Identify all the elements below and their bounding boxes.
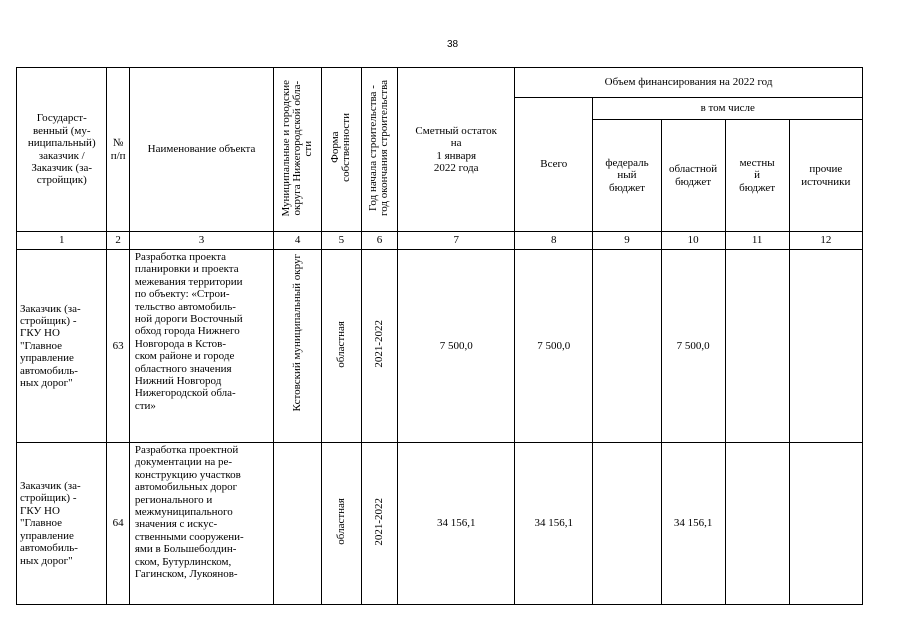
row-municipal: Кстовский муниципальный округ [274, 250, 322, 443]
row-object-name: Разработка проектной документации на ре- конструкцию участков автомобильных дорог регионального и межмуниципального значения с искус- ственными сооружени- ями в Большеболдин- ском, Бутурлинском, Гагинском, Лукоянов- [129, 443, 273, 605]
column-number: 2 [107, 232, 129, 250]
column-number: 11 [725, 232, 789, 250]
column-number: 9 [593, 232, 661, 250]
column-number: 3 [129, 232, 273, 250]
row-total: 34 156,1 [515, 443, 593, 605]
row-federal [593, 250, 661, 443]
row-total: 7 500,0 [515, 250, 593, 443]
row-municipal [274, 443, 322, 605]
row-regional: 34 156,1 [661, 443, 725, 605]
row-ownership: областная [322, 250, 362, 443]
row-num: 64 [107, 443, 129, 605]
row-customer: Заказчик (за- стройщик) - ГКУ НО "Главное управление автомобиль- ных дорог" [17, 250, 107, 443]
header-num: № п/п [107, 68, 129, 232]
header-total: Всего [515, 98, 593, 232]
header-other: прочие источники [789, 120, 862, 232]
column-number: 5 [322, 232, 362, 250]
header-customer: Государст- венный (му- ниципальный) заказчик / Заказчик (за- стройщик) [17, 68, 107, 232]
header-ownership: Форма собственности [322, 68, 362, 232]
row-years: 2021-2022 [361, 250, 398, 443]
header-object-name: Наименование объекта [129, 68, 273, 232]
column-number: 12 [789, 232, 862, 250]
row-federal [593, 443, 661, 605]
row-num: 63 [107, 250, 129, 443]
header-years: Год начала строительства - год окончания строительства [361, 68, 398, 232]
row-customer: Заказчик (за- стройщик) - ГКУ НО "Главное управление автомобиль- ных дорог" [17, 443, 107, 605]
column-number: 10 [661, 232, 725, 250]
column-number: 4 [274, 232, 322, 250]
financing-table [16, 67, 863, 605]
column-number: 6 [361, 232, 398, 250]
header-municipal: Муниципальные и городские округа Нижегородской обла- сти [274, 68, 322, 232]
header-including: в том числе [593, 98, 863, 120]
table-row [17, 250, 863, 443]
header-federal: федераль ный бюджет [593, 120, 661, 232]
row-local [725, 443, 789, 605]
row-other [789, 250, 862, 443]
column-number: 8 [515, 232, 593, 250]
row-local [725, 250, 789, 443]
header-funding: Объем финансирования на 2022 год [515, 68, 863, 98]
header-local: местны й бюджет [725, 120, 789, 232]
table-row [17, 443, 863, 605]
row-balance: 7 500,0 [398, 250, 515, 443]
column-number-row [17, 232, 863, 250]
column-number: 1 [17, 232, 107, 250]
column-number: 7 [398, 232, 515, 250]
row-regional: 7 500,0 [661, 250, 725, 443]
header-regional: областной бюджет [661, 120, 725, 232]
page-number: 38 [446, 39, 459, 50]
row-object-name: Разработка проекта планировки и проекта межевания территории по объекту: «Строи- тельство автомобиль- ной дороги Восточный обход города Нижнего Новгорода в Кстов- ском районе и городе областного значения Нижний Новгород Нижегородской обла- сти» [129, 250, 273, 443]
row-years: 2021-2022 [361, 443, 398, 605]
header-balance: Сметный остаток на 1 января 2022 года [398, 68, 515, 232]
row-balance: 34 156,1 [398, 443, 515, 605]
row-other [789, 443, 862, 605]
row-ownership: областная [322, 443, 362, 605]
